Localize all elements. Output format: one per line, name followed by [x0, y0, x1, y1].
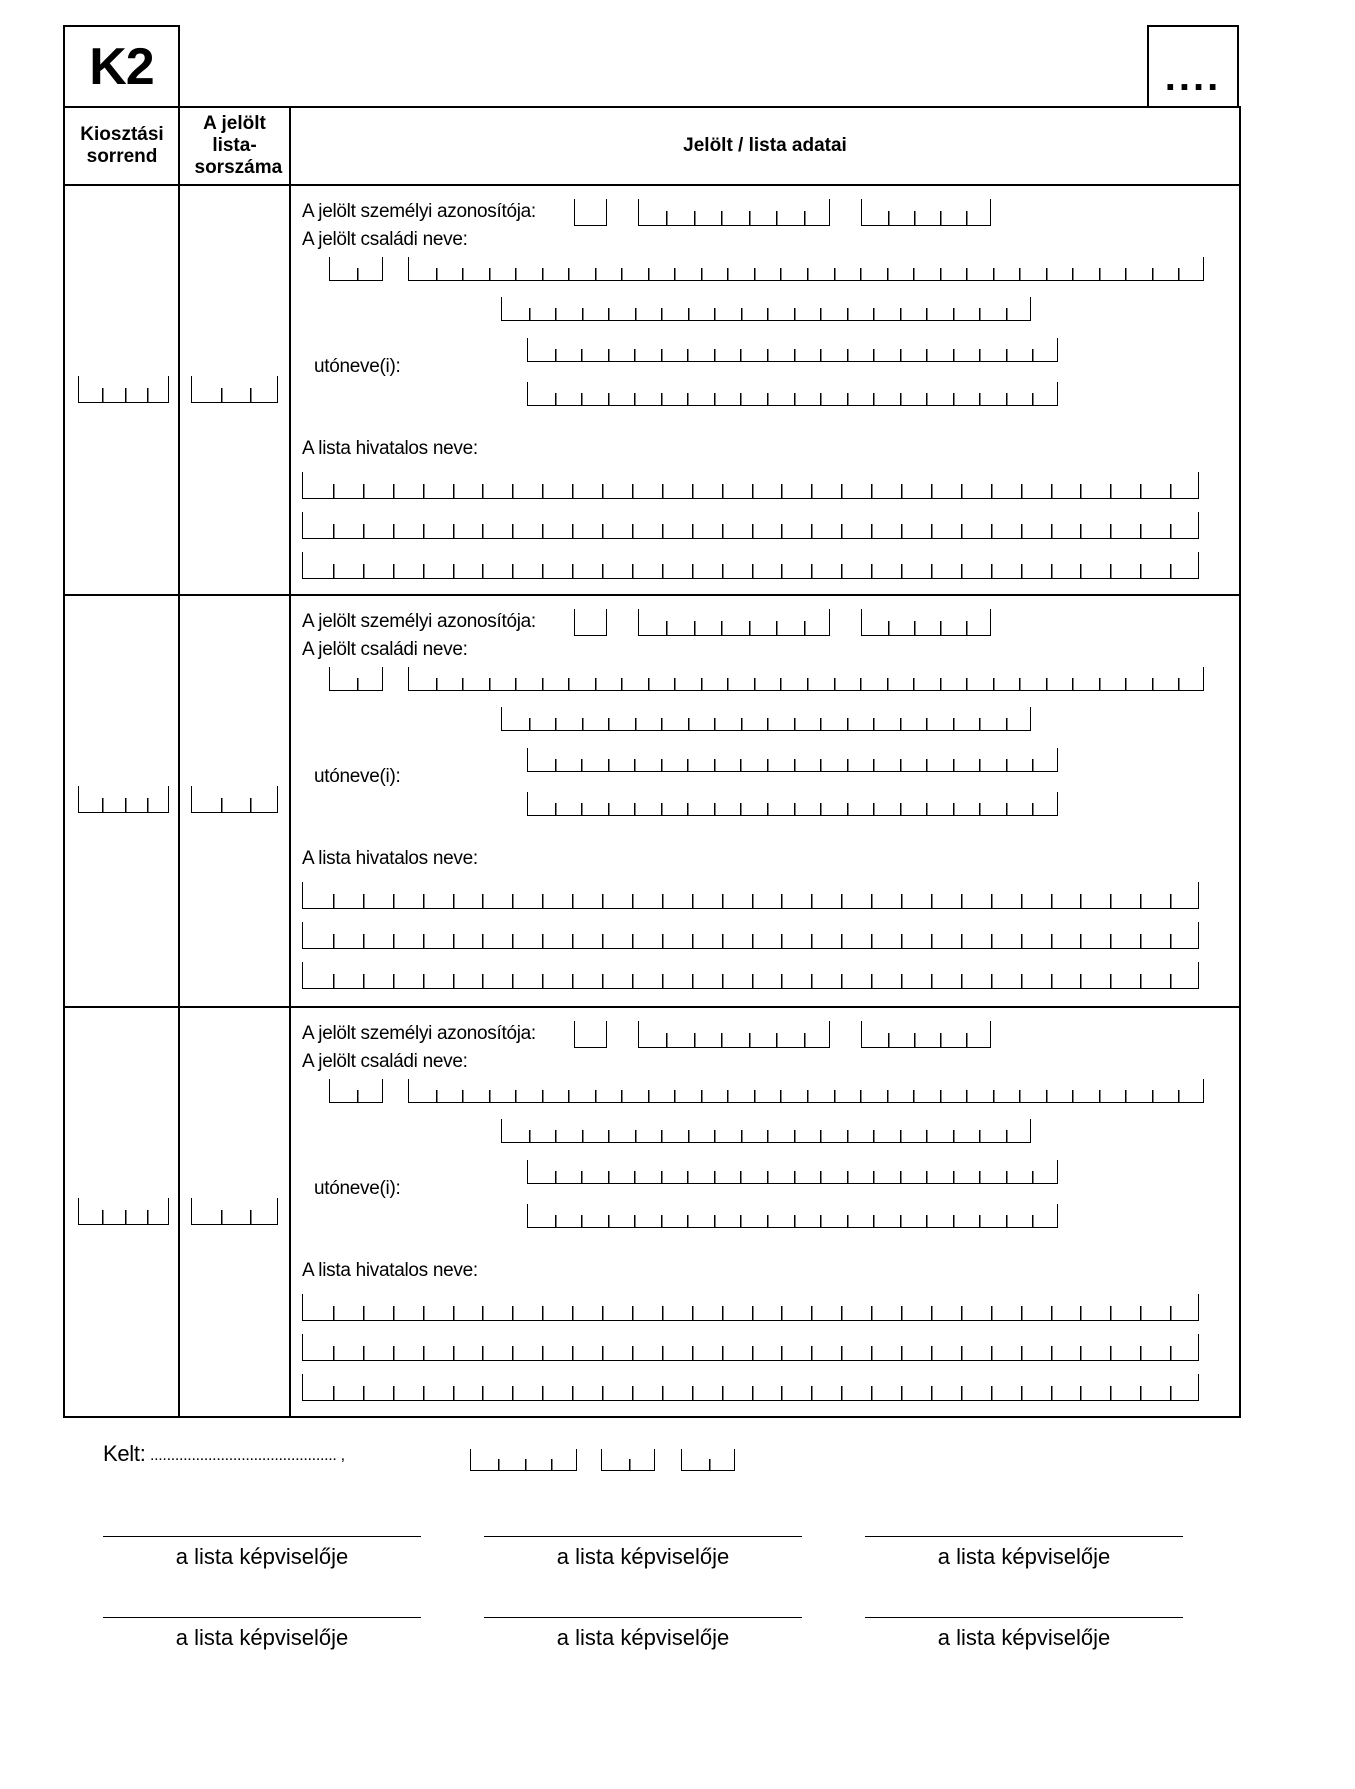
order-field[interactable]: [78, 376, 169, 403]
header-details-text: Jelölt / lista adatai: [683, 135, 847, 156]
list-number-field[interactable]: [191, 376, 278, 403]
personal-id-field-3[interactable]: [861, 199, 991, 226]
family-name-label: A jelölt családi neve:: [302, 639, 468, 660]
family-name-field-2[interactable]: [501, 707, 1031, 731]
column-divider-1: [178, 106, 180, 1418]
list-name-label: A lista hivatalos neve:: [302, 1260, 478, 1281]
signature-label: a lista képviselője: [175, 1544, 349, 1569]
row-divider-1: [63, 594, 1241, 596]
family-name-prefix-field[interactable]: [329, 1079, 383, 1103]
personal-id-field-1[interactable]: [574, 1021, 607, 1048]
given-names-field-1[interactable]: [527, 338, 1058, 362]
date-year-field[interactable]: [470, 1449, 577, 1471]
personal-id-field-3[interactable]: [861, 1021, 991, 1048]
signature-label: a lista képviselője: [175, 1625, 349, 1650]
signature-label: a lista képviselője: [937, 1625, 1111, 1650]
list-name-field-3[interactable]: [302, 552, 1199, 579]
date-place-dots[interactable]: ............................................. ,: [150, 1447, 345, 1464]
order-field[interactable]: [78, 1198, 169, 1225]
list-name-field-2[interactable]: [302, 1334, 1199, 1361]
given-names-field-2[interactable]: [527, 792, 1058, 816]
form-code: K2: [89, 37, 154, 96]
date-month-field[interactable]: [601, 1449, 655, 1471]
personal-id-field-2[interactable]: [638, 609, 830, 636]
list-name-field-1[interactable]: [302, 1294, 1199, 1321]
list-name-label: A lista hivatalos neve:: [302, 848, 478, 869]
signature-line[interactable]: [103, 1536, 421, 1537]
given-names-field-2[interactable]: [527, 382, 1058, 406]
date-label: Kelt:: [103, 1441, 146, 1466]
family-name-field-2[interactable]: [501, 297, 1031, 321]
header-order-text: Kiosztási sorrend: [80, 124, 164, 167]
header-details: [291, 108, 1239, 184]
personal-id-field-2[interactable]: [638, 1021, 830, 1048]
form-code-box: [63, 25, 180, 108]
family-name-field-2[interactable]: [501, 1119, 1031, 1143]
signature-line[interactable]: [484, 1536, 802, 1537]
list-name-label: A lista hivatalos neve:: [302, 438, 478, 459]
column-divider-2: [289, 106, 291, 1418]
given-names-field-2[interactable]: [527, 1204, 1058, 1228]
order-field[interactable]: [78, 786, 169, 813]
list-number-field[interactable]: [191, 1198, 278, 1225]
signature-line[interactable]: [484, 1617, 802, 1618]
date-day-field[interactable]: [681, 1449, 735, 1471]
list-name-field-1[interactable]: [302, 882, 1199, 909]
given-names-label: utóneve(i):: [314, 1178, 401, 1199]
page-marker-box: [1147, 25, 1239, 108]
list-name-field-2[interactable]: [302, 922, 1199, 949]
list-number-field[interactable]: [191, 786, 278, 813]
signature-line[interactable]: [865, 1617, 1183, 1618]
family-name-field[interactable]: [408, 667, 1204, 691]
signature-label: a lista képviselője: [937, 1544, 1111, 1569]
header-bottom-rule: [63, 184, 1241, 186]
family-name-label: A jelölt családi neve:: [302, 229, 468, 250]
list-name-field-3[interactable]: [302, 1374, 1199, 1401]
header-list-number-text: A jelölt lista-sorszáma: [194, 113, 283, 178]
personal-id-label: A jelölt személyi azonosítója:: [302, 1023, 536, 1044]
personal-id-field-3[interactable]: [861, 609, 991, 636]
header-order: [66, 108, 178, 184]
personal-id-label: A jelölt személyi azonosítója:: [302, 201, 536, 222]
header-list-number: [180, 108, 289, 184]
signature-label: a lista képviselője: [556, 1544, 730, 1569]
family-name-prefix-field[interactable]: [329, 257, 383, 281]
given-names-field-1[interactable]: [527, 748, 1058, 772]
page-marker: ....: [1164, 55, 1222, 99]
signature-line[interactable]: [103, 1617, 421, 1618]
personal-id-label: A jelölt személyi azonosítója:: [302, 611, 536, 632]
given-names-label: utóneve(i):: [314, 356, 401, 377]
personal-id-field-1[interactable]: [574, 609, 607, 636]
personal-id-field-2[interactable]: [638, 199, 830, 226]
family-name-prefix-field[interactable]: [329, 667, 383, 691]
family-name-label: A jelölt családi neve:: [302, 1051, 468, 1072]
given-names-label: utóneve(i):: [314, 766, 401, 787]
signature-label: a lista képviselője: [556, 1625, 730, 1650]
list-name-field-1[interactable]: [302, 472, 1199, 499]
given-names-field-1[interactable]: [527, 1160, 1058, 1184]
list-name-field-2[interactable]: [302, 512, 1199, 539]
personal-id-field-1[interactable]: [574, 199, 607, 226]
signature-line[interactable]: [865, 1536, 1183, 1537]
family-name-field[interactable]: [408, 1079, 1204, 1103]
family-name-field[interactable]: [408, 257, 1204, 281]
row-divider-2: [63, 1006, 1241, 1008]
list-name-field-3[interactable]: [302, 962, 1199, 989]
